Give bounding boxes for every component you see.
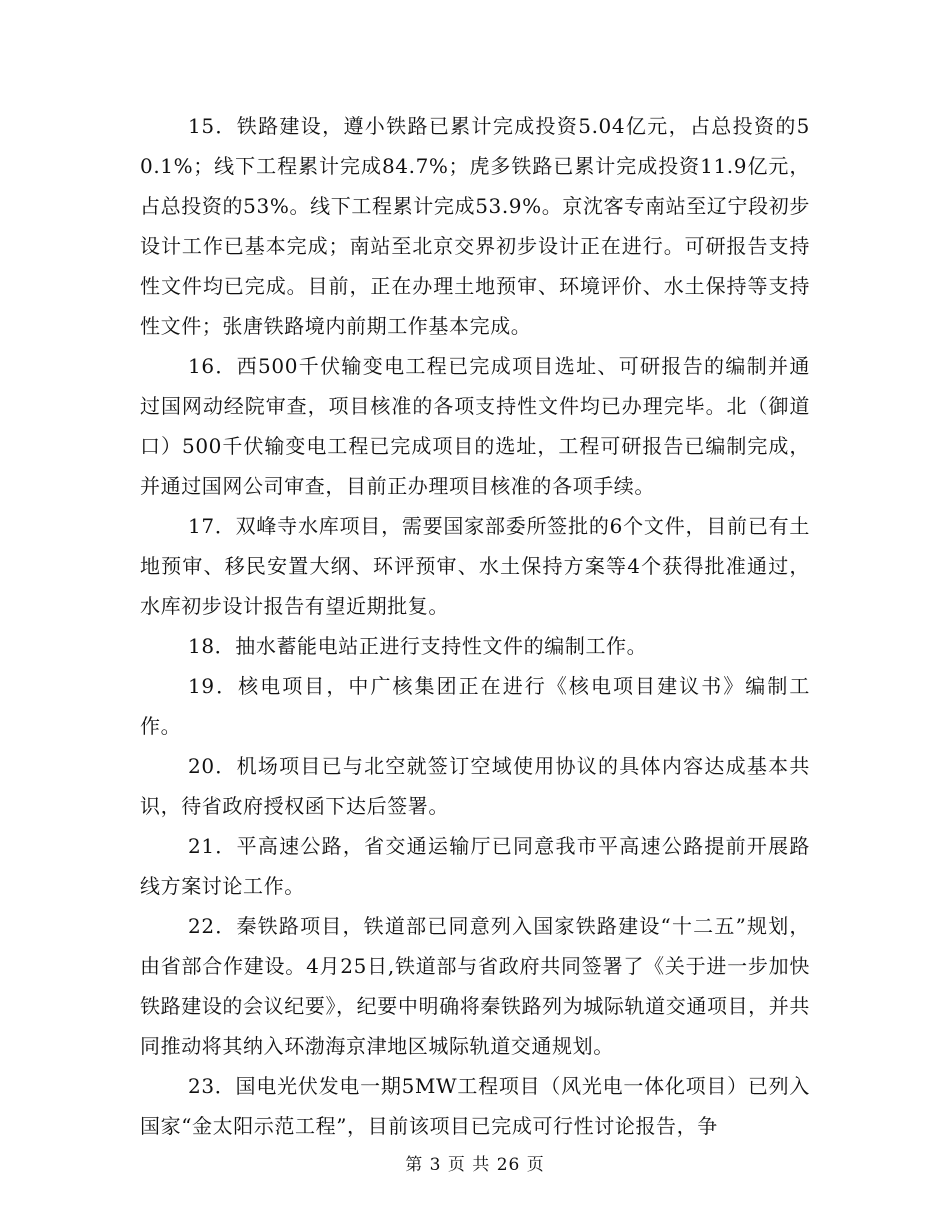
document-body	[140, 106, 810, 1146]
paragraph-16: 16．西500千伏输变电工程已完成项目选址、可研报告的编制并通过国网动经院审查，项目核准的各项支持性文件均已办理完毕。北（御道口）500千伏输变电工程已完成项目的选址，工程可研报告已编制完成，并通过国网公司审查，目前正办理项目核准的各项手续。	[140, 354, 810, 498]
paragraph-18: 18．抽水蓄能电站正进行支持性文件的编制工作。	[188, 634, 648, 658]
paragraph-23: 23．国电光伏发电一期5MW工程项目（风光电一体化项目）已列入国家“金太阳示范工程”，目前该项目已完成可行性讨论报告，争	[140, 1074, 810, 1138]
paragraph-21: 21．平高速公路，省交通运输厅已同意我市平高速公路提前开展路线方案讨论工作。	[140, 834, 810, 898]
paragraph-20: 20．机场项目已与北空就签订空域使用协议的具体内容达成基本共识，待省政府授权函下达后签署。	[140, 754, 810, 818]
paragraph-17: 17．双峰寺水库项目，需要国家部委所签批的6个文件，目前已有土地预审、移民安置大纲、环评预审、水土保持方案等4个获得批准通过，水库初步设计报告有望近期批复。	[140, 514, 810, 618]
paragraph-15: 15．铁路建设，遵小铁路已累计完成投资5.04亿元，占总投资的50.1%；线下工程累计完成84.7%；虎多铁路已累计完成投资11.9亿元，占总投资的53%。线下工程累计完成53.9%。京沈客专南站至辽宁段初步设计工作已基本完成；南站至北京交界初步设计正在进行。可研报告支持性文件均已完成。目前，正在办理土地预审、环境评价、水土保持等支持性文件；张唐铁路境内前期工作基本完成。	[140, 114, 810, 338]
paragraph-22: 22．秦铁路项目，铁道部已同意列入国家铁路建设“十二五”规划，由省部合作建设。4月25日,铁道部与省政府共同签署了《关于进一步加快铁路建设的会议纪要》，纪要中明确将秦铁路列为城际轨道交通项目，并共同推动将其纳入环渤海京津地区城际轨道交通规划。	[140, 914, 810, 1058]
page-number-footer: 第 3 页 共 26 页	[405, 1155, 545, 1175]
paragraph-19: 19．核电项目，中广核集团正在进行《核电项目建议书》编制工作。	[140, 674, 810, 738]
